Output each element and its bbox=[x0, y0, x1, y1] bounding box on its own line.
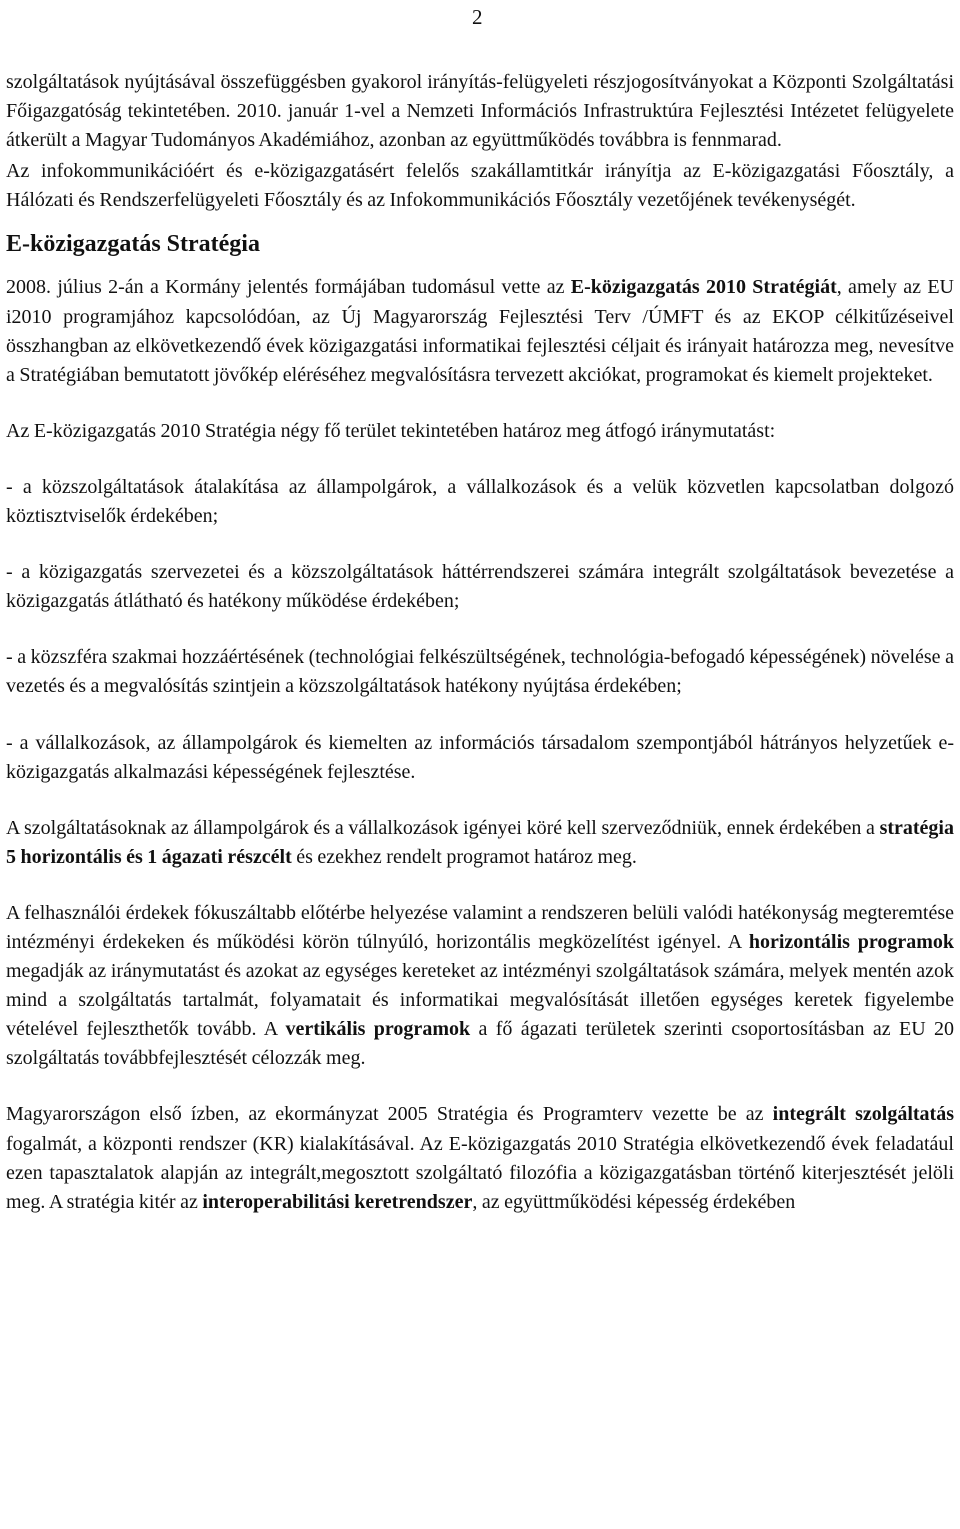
bold-text-vertical-programs: vertikális programok bbox=[285, 1018, 471, 1041]
list-item: - a közszféra szakmai hozzáértésének (technológiai felkészültségének, technológia-befogadó képességének) növelése a vezetés és a megvalósítás szintjein a közszolgáltatások hatékony nyújtása érdekében; bbox=[6, 646, 954, 698]
bold-text-horizontal-programs: horizontális programok bbox=[748, 930, 955, 953]
text-run: , az együttműködési képesség érdekében bbox=[472, 1190, 796, 1213]
list-item: - a közigazgatás szervezetei és a közszolgáltatások háttérrendszerei számára integrált szolgáltatások bevezetése a közigazgatás átlátható és hatékony működése érdekében; bbox=[6, 561, 954, 613]
section-heading: E-közigazgatás Stratégia bbox=[6, 231, 260, 258]
bold-text-strategy-name: E-közigazgatás 2010 Stratégiát bbox=[570, 276, 837, 299]
paragraph-subgoals bbox=[6, 814, 954, 872]
paragraph-strategy-adoption bbox=[6, 273, 954, 389]
paragraph-governance: szolgáltatások nyújtásával összefüggésben gyakorol irányítás-felügyeleti részjogosítványokat a Központi Szolgáltatási Főigazgatóság tekintetében. 2010. január 1-vel a Nemzeti Információs Infrastruktúra Fejlesztési Intézetet felügyelete átkerült a Magyar Tudományos Akadémiához, azonban az együttműködés továbbra is fennmarad. bbox=[6, 71, 954, 152]
paragraph-integrated-service bbox=[6, 1100, 954, 1216]
text-run: megadják az iránymutatást és azokat az egységes kereteket az intézményi szolgáltatások számára, melyek mentén azok mind a szolgáltatás tartalmát, folyamatait és informatikai megvalósítását illetően egységes keretek figyelembe vételével fejleszthetők tovább. A bbox=[6, 960, 954, 1041]
text-run: fogalmát, a központi rendszer (KR) kialakításával. Az E-közigazgatás 2010 Stratégia elkövetkezendő évek feladatául ezen tapasztalatok alapján az integrált,megosztott szolgáltató filozófia a közigazgatásban történő kiterjesztését jelöli meg. A stratégia kitér az bbox=[6, 1132, 954, 1213]
list-item: - a közszolgáltatások átalakítása az állampolgárok, a vállalkozások és a velük közvetlen kapcsolatban dolgozó köztisztviselők érdekében; bbox=[6, 475, 954, 528]
bold-text-integrated-service: integrált szolgáltatás bbox=[772, 1103, 954, 1126]
page-number: 2 bbox=[472, 5, 483, 29]
text-run: 2008. július 2-án a Kormány jelentés formájában tudomásul vette az bbox=[6, 276, 571, 299]
document-body bbox=[6, 68, 954, 1217]
paragraph-state-secretary: Az infokommunikációért és e-közigazgatásért felelős szakállamtitkár irányítja az E-közigazgatási Főosztály, a Hálózati és Rendszerfelügyeleti Főosztály és az Infokommunikációs Főosztály vezetőjének tevékenységét. bbox=[6, 160, 954, 212]
text-run: A felhasználói érdekek fókuszáltabb előtérbe helyezése valamint a rendszeren belüli valódi hatékonyság megteremtése intézményi érdekeken és működési körön túlnyúló, horizontális megközelítést igényel. A bbox=[6, 901, 954, 953]
paragraph-programs bbox=[6, 899, 954, 1074]
text-run: és ezekhez rendelt programot határoz meg. bbox=[291, 845, 637, 868]
text-run: A szolgáltatásoknak az állampolgárok és a vállalkozások igényei köré kell szerveződniük, ennek érdekében a bbox=[6, 816, 880, 839]
text-run: a fő ágazati területek szerinti csoportosításban az EU 20 szolgáltatás továbbfejlesztését célozzák meg. bbox=[6, 1018, 955, 1070]
bold-text-interoperability: interoperabilitási keretrendszer bbox=[202, 1190, 473, 1213]
bold-text-subgoals: stratégia 5 horizontális és 1 ágazati részcélt bbox=[6, 816, 954, 868]
text-run: , amely az EU i2010 programjához kapcsolódóan, az Új Magyarország Fejlesztési Terv /ÚMFT és az EKOP célkitűzéseivel összhangban az elkövetkezendő évek közigazgatási informatikai fejlesztési céljait és irányait határozza meg, nevesítve a Stratégiában bemutatott jövőkép eléréséhez megvalósításra tervezett akciókat, programokat és kiemelt projekteket. bbox=[6, 276, 954, 386]
list-item: - a vállalkozások, az állampolgárok és kiemelten az információs társadalom szempontjából hátrányos helyzetűek e-közigazgatás alkalmazási képességének fejlesztése. bbox=[6, 731, 954, 783]
paragraph-four-areas: Az E-közigazgatás 2010 Stratégia négy fő terület tekintetében határoz meg átfogó iránymutatást: bbox=[6, 419, 776, 442]
text-run: Magyarországon első ízben, az ekormányzat 2005 Stratégia és Programterv vezette be az bbox=[6, 1103, 773, 1126]
